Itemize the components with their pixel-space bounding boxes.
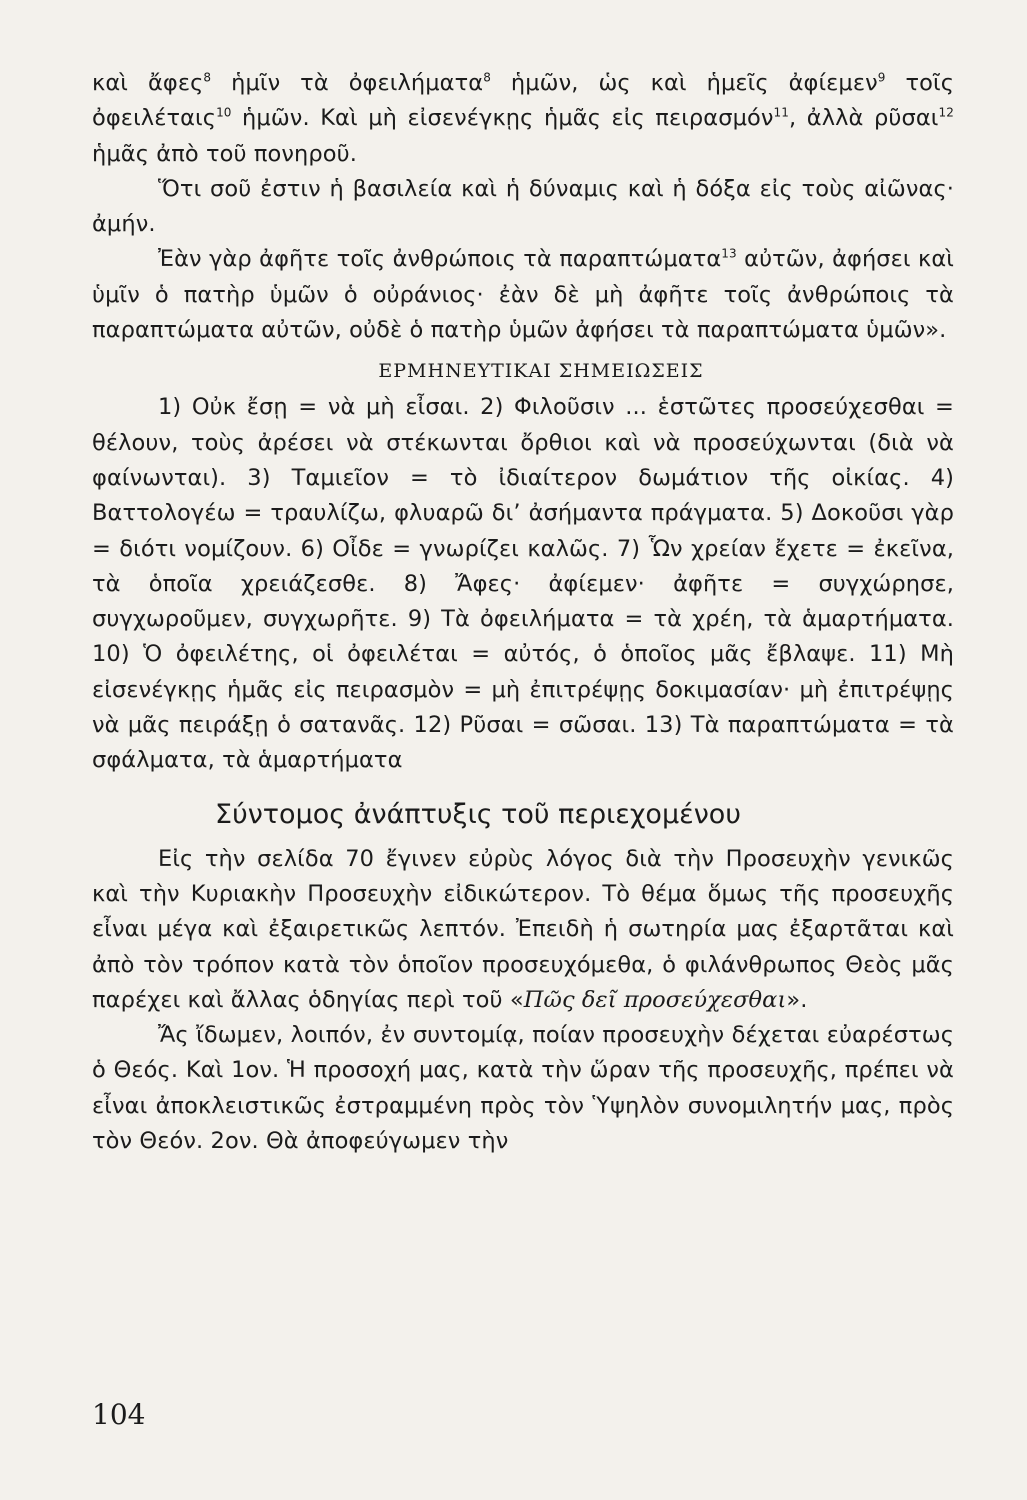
prayer-paragraph-2: Ὅτι σοῦ ἐστιν ἡ βασιλεία καὶ ἡ δύναμις καὶ ἡ δόξα εἰς τοὺς αἰῶνας· ἀμήν. [92, 175, 954, 238]
notes-heading: ΕΡΜΗΝΕΥΤΙΚΑΙ ΣΗΜΕΙΩΣΕΙΣ [378, 360, 704, 383]
summary-heading: Σύντομος ἀνάπτυξις τοῦ περιεχομένου [215, 798, 741, 830]
page-body [92, 66, 954, 1159]
summary-paragraph-2: Ἄς ἴδωμεν, λοιπόν, ἐν συντομίᾳ, ποίαν προσευχὴν δέχεται εὐαρέστως ὁ Θεός. Καὶ 1ον. Ἡ προσοχή μας, κατὰ τὴν ὥραν τῆς προσευχῆς, πρέπει νὰ εἶναι ἀποκλειστικῶς ἐστραμμένη πρὸς τὸν Ὑψηλὸν συνομιλητήν μας, πρὸς τὸν Θεόν. 2ον. Θὰ ἀποφεύγωμεν τὴν [92, 1022, 954, 1155]
page-number: 104 [92, 1398, 146, 1431]
prayer-paragraph-3: Ἐὰν γὰρ ἀφῆτε τοῖς ἀνθρώποις τὰ παραπτώματα$^{13}$ αὐτῶν, ἀφήσει καὶ ὑμῖν ὁ πατὴρ ὑμῶν ὁ οὐράνιος· ἐὰν δὲ μὴ ἀφῆτε τοῖς ἀνθρώποις τὰ παραπτώματα αὐτῶν, οὐδὲ ὁ πατὴρ ὑμῶν ἀφήσει τὰ παραπτώματα ὑμῶν». [92, 246, 955, 344]
notes-text: 1) Οὐκ ἔσῃ = νὰ μὴ εἶσαι. 2) Φιλοῦσιν ... ἑστῶτες προσεύχεσθαι = θέλουν, τοὺς ἀρέσει νὰ στέκωνται ὄρθιοι καὶ νὰ προσεύχωνται (διὰ νὰ φαίνωνται). 3) Ταμιεῖον = τὸ ἰδιαίτερον δωμάτιον τῆς οἰκίας. 4) Βαττολογέω = τραυλίζω, φλυαρῶ δι’ ἀσήμαντα πράγματα. 5) Δοκοῦσι γὰρ = διότι νομίζουν. 6) Οἶδε = γνωρίζει καλῶς. 7) Ὧν χρείαν ἔχετε = ἐκεῖνα, τὰ ὁποῖα χρειάζεσθε. 8) Ἄφες· ἀφίεμεν· ἀφῆτε = συγχώρησε, συγχωροῦμεν, συγχωρῆτε. 9) Τὰ ὀφειλήματα = τὰ χρέη, τὰ ἁμαρτήματα. 10) Ὁ ὀφειλέτης, οἱ ὀφειλέται = αὐτός, ὁ ὁποῖος μᾶς ἔβλαψε. 11) Μὴ εἰσενέγκῃς ἡμᾶς εἰς πειρασμὸν = μὴ ἐπιτρέψῃς δοκιμασίαν· μὴ ἐπιτρέψῃς νὰ μᾶς πειράξῃ ὁ σατανᾶς. 12) Ρῦσαι = σῶσαι. 13) Τὰ παραπτώματα = τὰ σφάλματα, τὰ ἁμαρτήματα [92, 394, 954, 774]
prayer-paragraph-1: καὶ ἄφες$^8$ ἡμῖν τὰ ὀφειλήματα$^8$ ἡμῶν, ὡς καὶ ἡμεῖς ἀφίεμεν$^9$ τοῖς ὀφειλέταις$^{10}$ ἡμῶν. Καὶ μὴ εἰσενέγκῃς ἡμᾶς εἰς πειρασμόν$^{11}$, ἀλλὰ ρῦσαι$^{12}$ ἡμᾶς ἀπὸ τοῦ πονηροῦ. [92, 70, 955, 167]
summary-paragraph-1: Εἰς τὴν σελίδα 70 ἔγινεν εὐρὺς λόγος διὰ τὴν Προσευχὴν γενικῶς καὶ τὴν Κυριακὴν Προσευχὴν εἰδικώτερον. Τὸ θέμα ὅμως τῆς προσευχῆς εἶναι μέγα καὶ ἐξαιρετικῶς λεπτόν. Ἐπειδὴ ἡ σωτηρία μας ἐξαρτᾶται καὶ ἀπὸ τὸν τρόπον κατὰ τὸν ὁποῖον προσευχόμεθα, ὁ φιλάνθρωπος Θεὸς μᾶς παρέχει καὶ ἄλλας ὁδηγίας περὶ τοῦ «Πῶς δεῖ προσεύχεσθαι». [92, 845, 954, 1013]
